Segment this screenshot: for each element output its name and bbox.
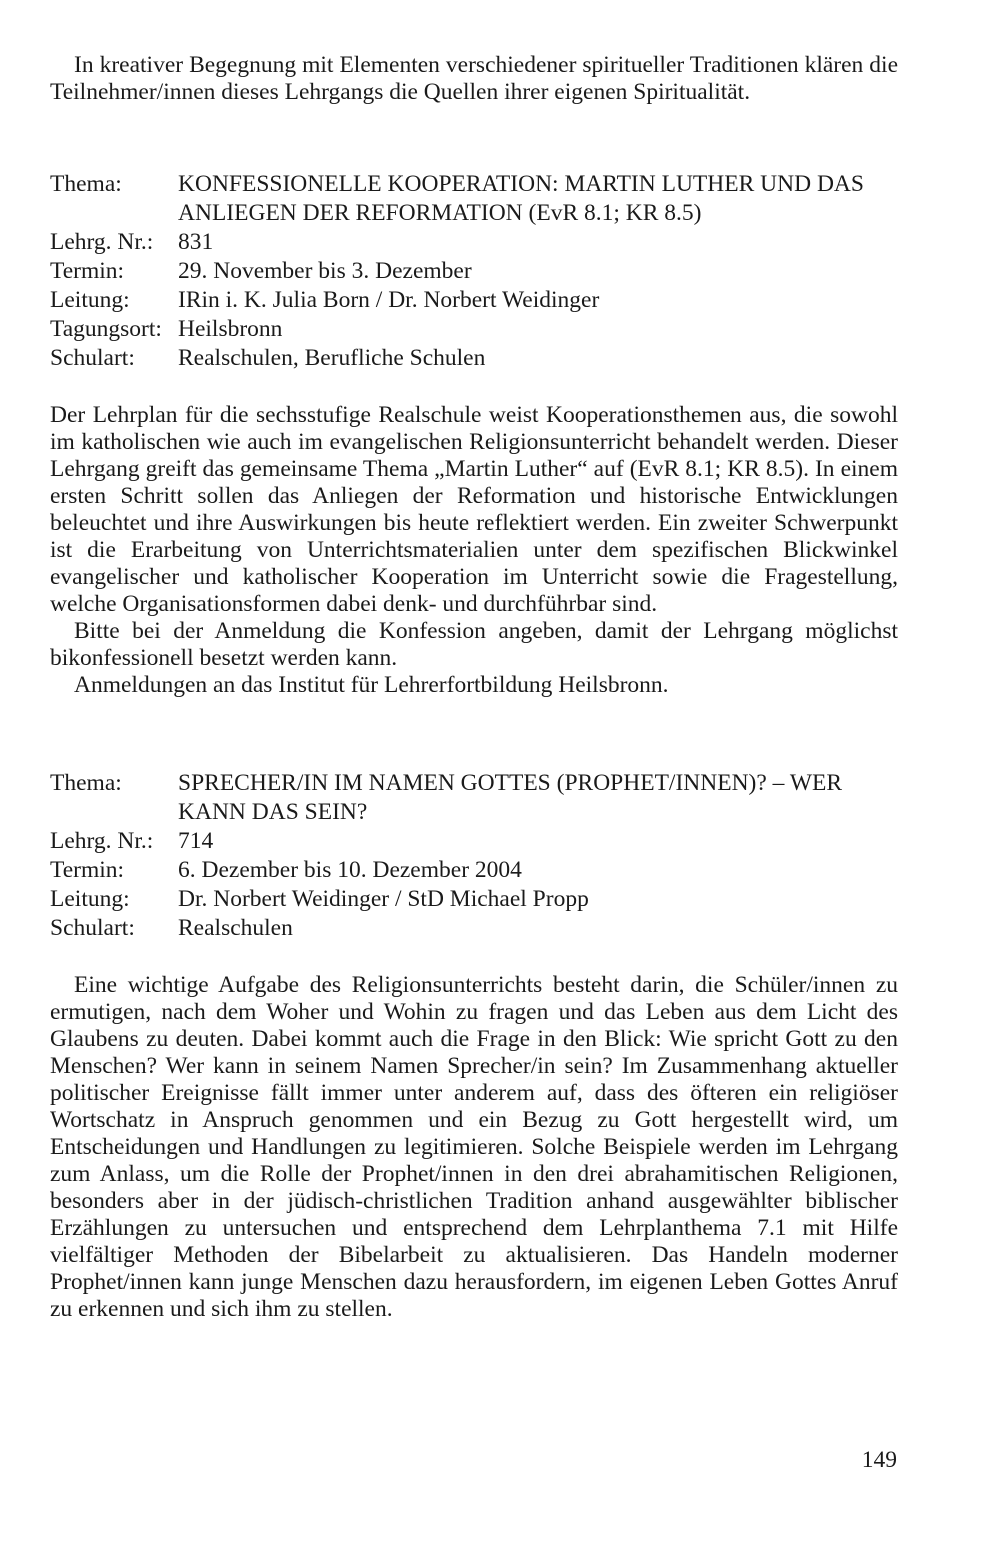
course-description: Der Lehrplan für die sechsstufige Realschule weist Kooperationsthemen aus, die sowohl im katholischen wie auch im evangelischen Religionsunterricht behandelt werden. Dieser Lehrgang greift das gemeinsame Thema „Martin Luther“ auf (EvR 8.1; KR 8.5). In einem ersten Schritt sollen das Anliegen der Reformation und historische Entwicklungen beleuchtet und ihre Auswirkungen bis heute reflektiert werden. Ein zweiter Schwerpunkt ist die Erarbeitung von Unterrichtsmaterialien unter dem spezifischen Blickwinkel evangelischer und katholischer Kooperation im Unterricht sowie die Fragestellung, welche Organisationsformen dabei denk- und durchführbar sind. xyxy=(50,402,898,617)
course-leaders: Dr. Norbert Weidinger / StD Michael Propp xyxy=(178,886,589,912)
thema-label: Thema: xyxy=(50,171,122,197)
document-page xyxy=(50,52,898,1323)
course-meta xyxy=(50,170,898,373)
course-school-type: Realschulen xyxy=(178,915,293,941)
course-registration-address: Anmeldungen an das Institut für Lehrerfortbildung Heilsbronn. xyxy=(74,672,669,698)
intro-paragraph: In kreativer Begegnung mit Elementen verschiedener spiritueller Traditionen klären die Teilnehmer/innen dieses Lehrgangs die Quellen ihrer eigenen Spiritualität. xyxy=(50,52,898,105)
course-number: 831 xyxy=(178,229,214,255)
course-number: 714 xyxy=(178,828,214,854)
course-number-label: Lehrg. Nr.: xyxy=(50,229,154,255)
termin-label: Termin: xyxy=(50,258,125,284)
course-number-label: Lehrg. Nr.: xyxy=(50,828,154,854)
course-description: Eine wichtige Aufgabe des Religionsunterrichts besteht darin, die Schüler/innen zu ermutigen, nach dem Woher und Wohin zu fragen und das Leben aus dem Licht des Glaubens zu deuten. Dabei kommt auch die Frage in den Blick: Wie spricht Gott zu den Menschen? Wer kann in seinem Namen Sprecher/in sein? Im Zusammenhang aktueller politischer Ereignisse fällt immer unter anderem auf, dass des öfteren ein religiöser Wortschatz in Anspruch genommen und ein Bezug zu Gott hergestellt wird, um Entscheidungen und Handlungen zu legitimieren. Solche Beispiele werden im Lehrgang zum Anlass, um die Rolle der Prophet/innen in den drei abrahamitischen Religionen, besonders aber in der jüdisch-christlichen Tradition anhand ausgewählter biblischer Erzählungen zu untersuchen und entsprechend dem Lehrplanthema 7.1 mit Hilfe vielfältiger Methoden der Bibelarbeit zu aktualisieren. Das Handeln moderner Prophet/innen kann junge Menschen dazu herausfordern, im eigenen Leben Gottes Anruf zu erkennen und sich ihm zu stellen. xyxy=(50,972,898,1322)
schulart-label: Schulart: xyxy=(50,345,135,371)
course-date: 29. November bis 3. Dezember xyxy=(178,258,472,284)
course-meta xyxy=(50,769,898,943)
termin-label: Termin: xyxy=(50,857,125,883)
course-venue: Heilsbronn xyxy=(178,316,283,342)
course-title: SPRECHER/IN IM NAMEN GOTTES (PROPHET/INNEN)? – WER KANN DAS SEIN? xyxy=(178,770,843,825)
page-number: 149 xyxy=(861,1447,897,1473)
tagungsort-label: Tagungsort: xyxy=(50,316,162,342)
course-school-type: Realschulen, Berufliche Schulen xyxy=(178,345,486,371)
course-leaders: IRin i. K. Julia Born / Dr. Norbert Weidinger xyxy=(178,287,600,313)
course-section-831 xyxy=(50,170,898,699)
leitung-label: Leitung: xyxy=(50,287,130,313)
thema-label: Thema: xyxy=(50,770,122,796)
course-registration-note: Bitte bei der Anmeldung die Konfession angeben, damit der Lehrgang möglichst bikonfessionell besetzt werden kann. xyxy=(50,618,898,671)
course-section-714 xyxy=(50,769,898,1323)
course-date: 6. Dezember bis 10. Dezember 2004 xyxy=(178,857,522,883)
schulart-label: Schulart: xyxy=(50,915,135,941)
leitung-label: Leitung: xyxy=(50,886,130,912)
course-title: KONFESSIONELLE KOOPERATION: MARTIN LUTHER UND DAS ANLIEGEN DER REFORMATION (EvR 8.1; KR 8.5) xyxy=(178,171,864,226)
